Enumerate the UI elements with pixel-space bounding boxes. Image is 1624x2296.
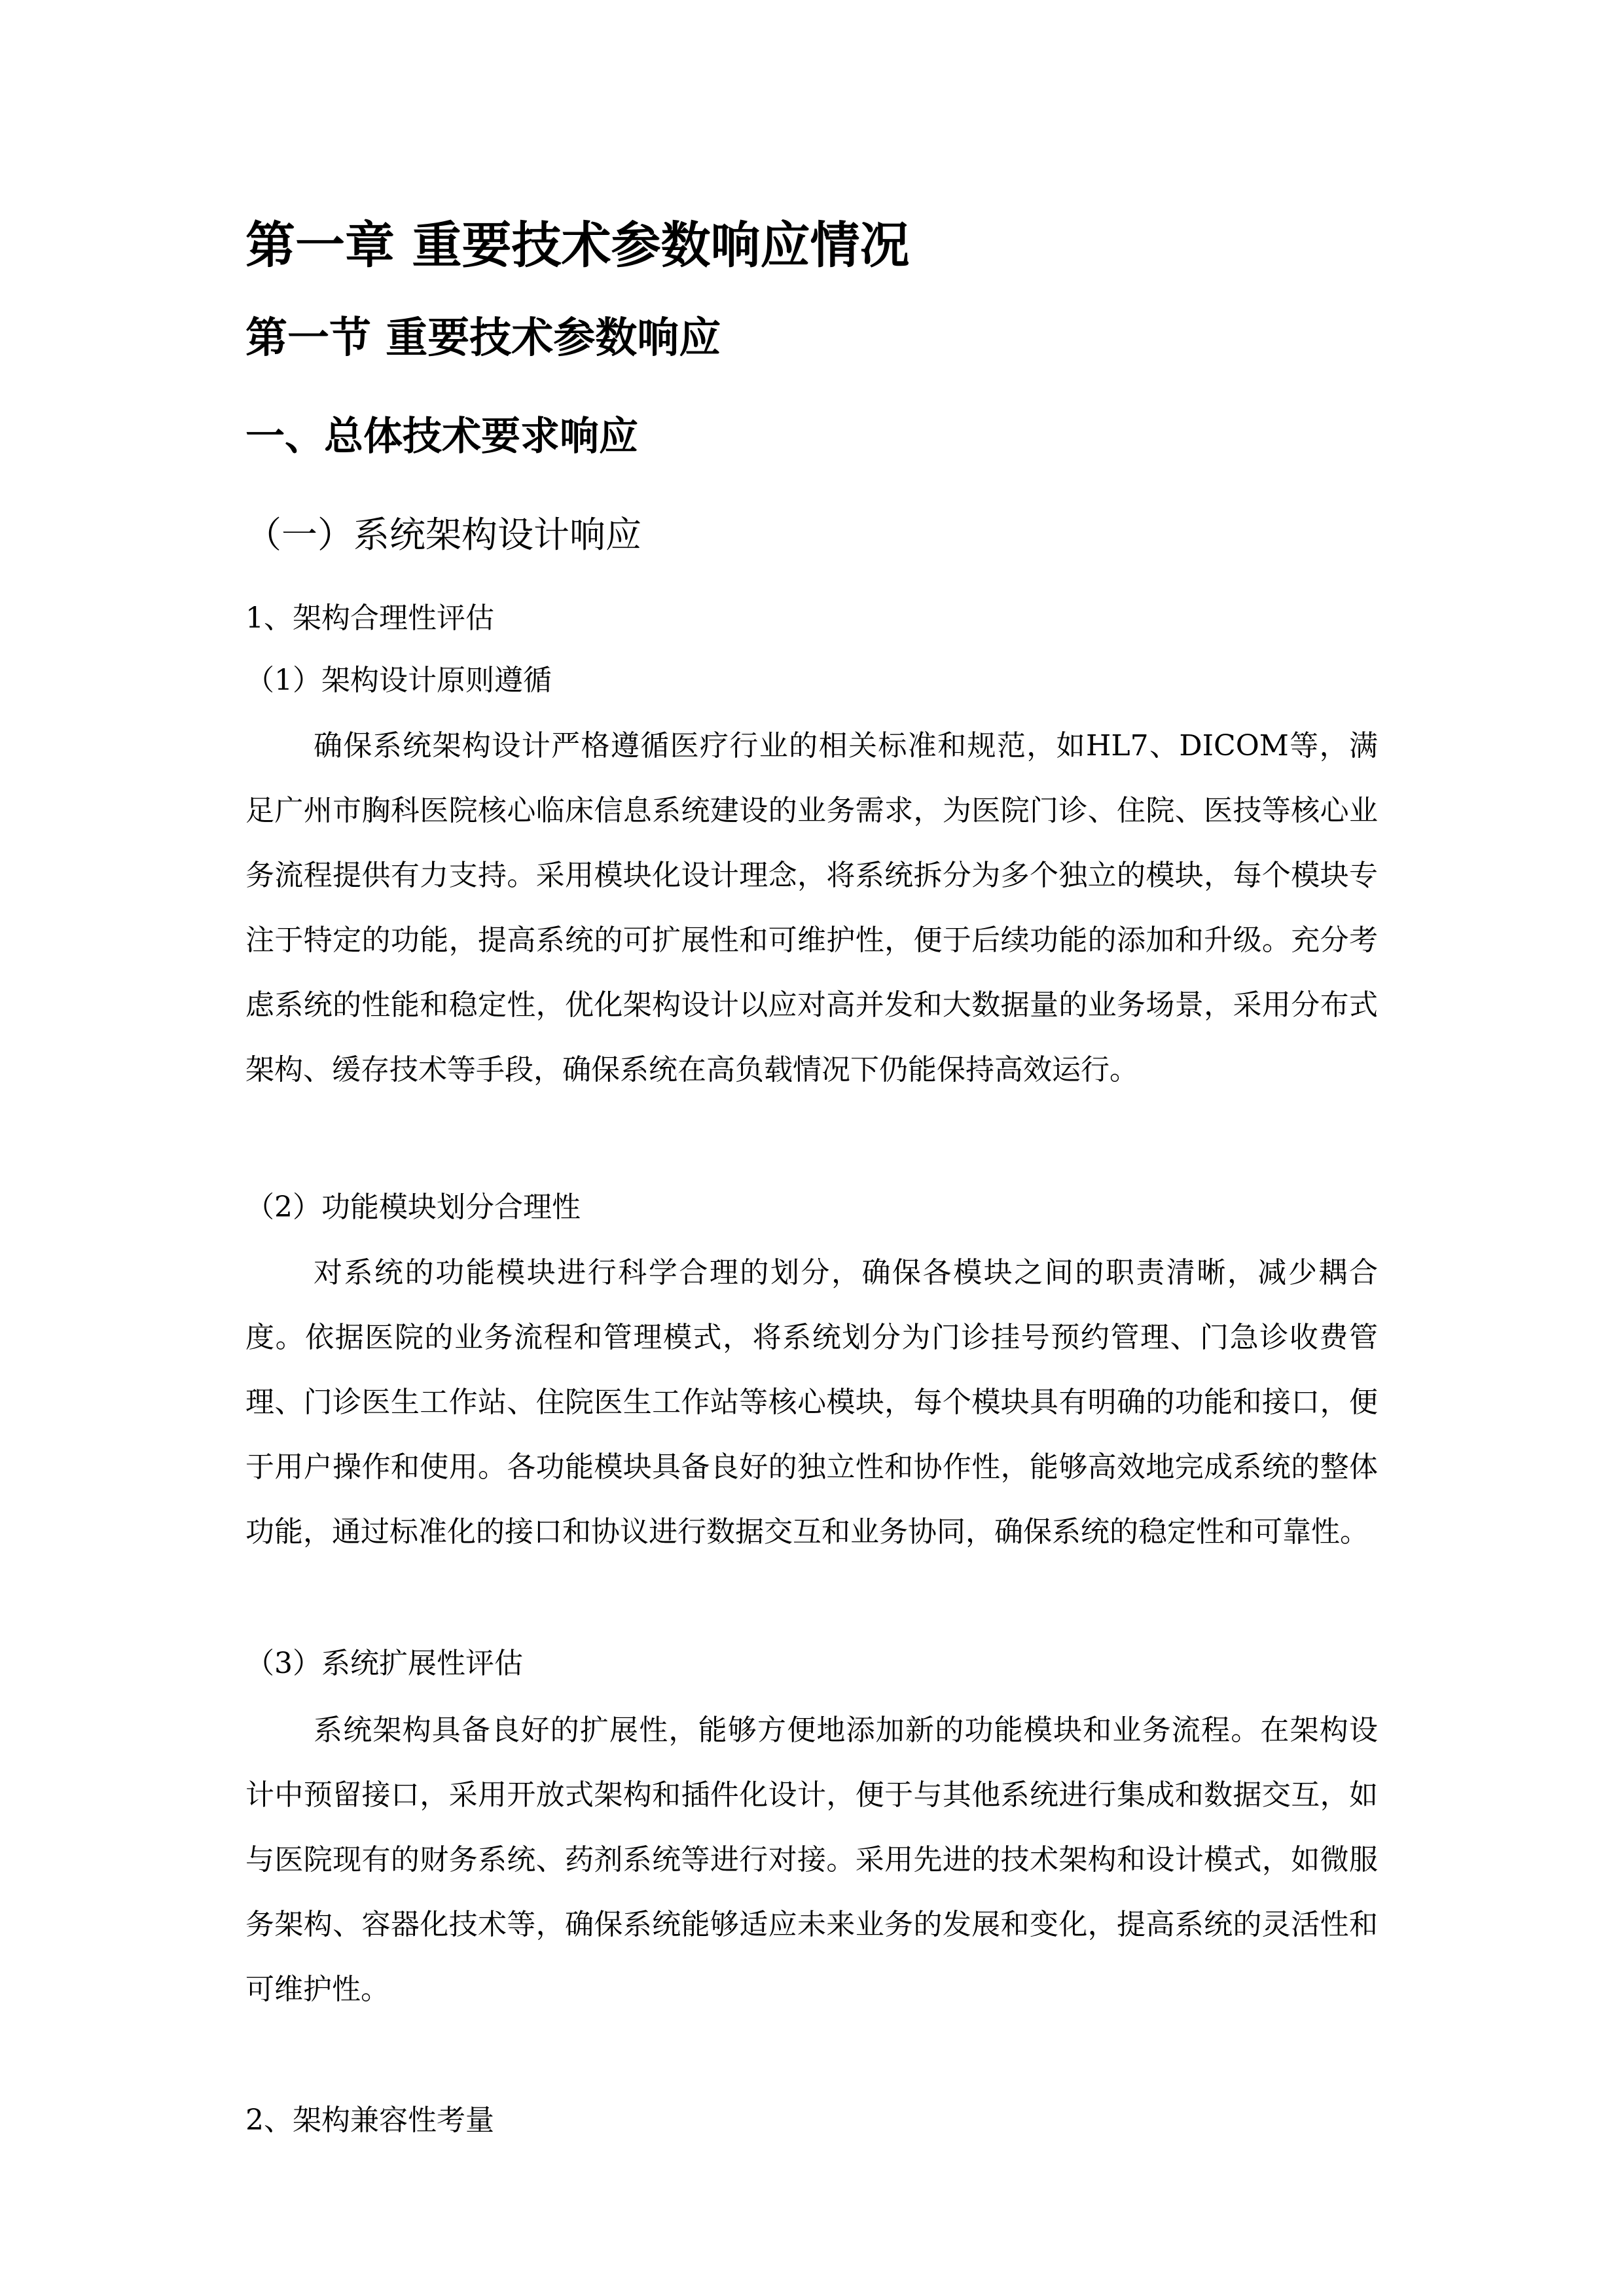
chapter-title: 第一章 重要技术参数响应情况 xyxy=(245,216,910,274)
item-heading-1: 1、架构合理性评估 xyxy=(245,601,494,635)
paragraph-extensibility: 系统架构具备良好的扩展性，能够方便地添加新的功能模块和业务流程。在架构设计中预留接口，采用开放式架构和插件化设计，便于与其他系统进行集成和数据交互，如与医院现有的财务系统、药剂系统等进行对接。采用先进的技术架构和设计模式，如微服务架构、容器化技术等，确保系统能够适应未来业务的发展和变化，提高系统的灵活性和可维护性。 xyxy=(245,1713,1378,2006)
section-title: 第一节 重要技术参数响应 xyxy=(245,314,721,363)
paragraph-module-division: 对系统的功能模块进行科学合理的划分，确保各模块之间的职责清晰，减少耦合度。依据医院的业务流程和管理模式，将系统划分为门诊挂号预约管理、门急诊收费管理、门诊医生工作站、住院医生工作站等核心模块，每个模块具有明确的功能和接口，便于用户操作和使用。各功能模块具备良好的独立性和协作性，能够高效地完成系统的整体功能，通过标准化的接口和协议进行数据交互和业务协同，确保系统的稳定性和可靠性。 xyxy=(245,1256,1378,1549)
sub-heading-3: （3）系统扩展性评估 xyxy=(245,1647,523,1680)
sub-heading-1: （1）架构设计原则遵循 xyxy=(245,664,552,697)
topic-title: （一）系统架构设计响应 xyxy=(245,514,642,556)
sub-heading-2: （2）功能模块划分合理性 xyxy=(245,1191,581,1224)
item-heading-2: 2、架构兼容性考量 xyxy=(245,2104,494,2137)
subsection-title: 一、总体技术要求响应 xyxy=(245,414,638,459)
paragraph-architecture-principles: 确保系统架构设计严格遵循医疗行业的相关标准和规范，如HL7、DICOM等，满足广州市胸科医院核心临床信息系统建设的业务需求，为医院门诊、住院、医技等核心业务流程提供有力支持。采用模块化设计理念，将系统拆分为多个独立的模块，每个模块专注于特定的功能，提高系统的可扩展性和可维护性，便于后续功能的添加和升级。充分考虑系统的性能和稳定性，优化架构设计以应对高并发和大数据量的业务场景，采用分布式架构、缓存技术等手段，确保系统在高负载情况下仍能保持高效运行。 xyxy=(245,729,1378,1086)
